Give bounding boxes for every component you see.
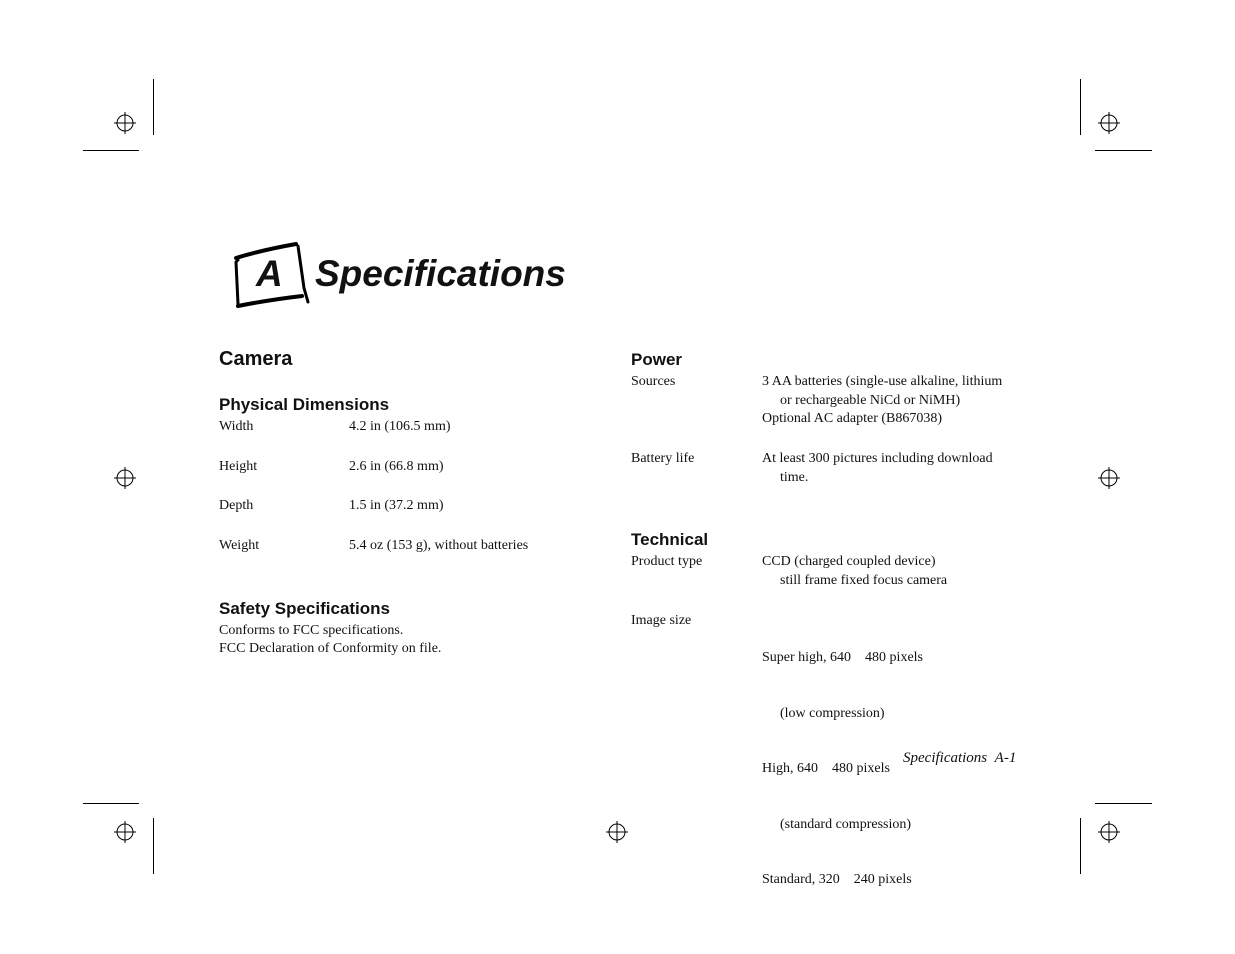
product-line-1: CCD (charged coupled device) [762, 554, 936, 569]
sources-line-1: 3 AA batteries (single-use alkaline, lithium [762, 374, 1003, 389]
battery-line-2: time. [780, 469, 809, 485]
image-line-3: High, 640 480 pixels [762, 761, 890, 776]
spec-value-depth: 1.5 in (37.2 mm) [349, 498, 444, 513]
registration-mark-icon [114, 467, 136, 489]
image-line-1: Super high, 640 480 pixels [762, 650, 923, 665]
technical-heading: Technical [631, 530, 709, 549]
image-line-4: (standard compression) [780, 816, 912, 832]
spec-label-image-size: Image size [631, 613, 692, 628]
chapter-title: Specifications [315, 253, 566, 294]
safety-line-2: FCC Declaration of Conformity on file. [219, 641, 442, 656]
sources-line-3: Optional AC adapter (B867038) [762, 411, 943, 426]
safety-specifications-heading: Safety Specifications [219, 599, 391, 618]
spec-value-width: 4.2 in (106.5 mm) [349, 419, 451, 434]
spec-label-product-type: Product type [631, 554, 703, 569]
battery-line-1: At least 300 pictures including download [762, 451, 993, 466]
spec-value-weight: 5.4 oz (153 g), without batteries [349, 538, 529, 553]
spec-label-width: Width [219, 419, 254, 434]
registration-mark-icon [114, 821, 136, 843]
spec-label-depth: Depth [219, 498, 254, 513]
image-line-5: Standard, 320 240 pixels [762, 872, 912, 887]
safety-line-1: Conforms to FCC specifications. [219, 623, 404, 638]
spec-label-weight: Weight [219, 538, 260, 553]
spec-value-height: 2.6 in (66.8 mm) [349, 459, 444, 474]
chapter-letter: A [256, 253, 283, 294]
sources-line-2: or rechargeable NiCd or NiMH) [780, 392, 961, 408]
spec-label-sources: Sources [631, 374, 676, 389]
image-line-2: (low compression) [780, 705, 885, 721]
power-heading: Power [631, 350, 683, 369]
product-line-2: still frame fixed focus camera [780, 572, 948, 588]
registration-mark-icon [606, 821, 628, 843]
spec-value-sources [762, 373, 1052, 429]
registration-mark-icon [1098, 112, 1120, 134]
footer-page-number: A-1 [994, 750, 1017, 766]
page-footer [903, 750, 1016, 767]
footer-section: Specifications [903, 750, 988, 766]
registration-mark-icon [114, 112, 136, 134]
spec-label-height: Height [219, 459, 258, 474]
registration-mark-icon [1098, 821, 1120, 843]
spec-value-battery-life [762, 450, 1052, 487]
physical-dimensions-heading: Physical Dimensions [219, 395, 390, 414]
spec-label-battery-life: Battery life [631, 451, 695, 466]
registration-mark-icon [1098, 467, 1120, 489]
camera-heading: Camera [219, 348, 293, 370]
spec-value-product-type [762, 553, 1052, 590]
